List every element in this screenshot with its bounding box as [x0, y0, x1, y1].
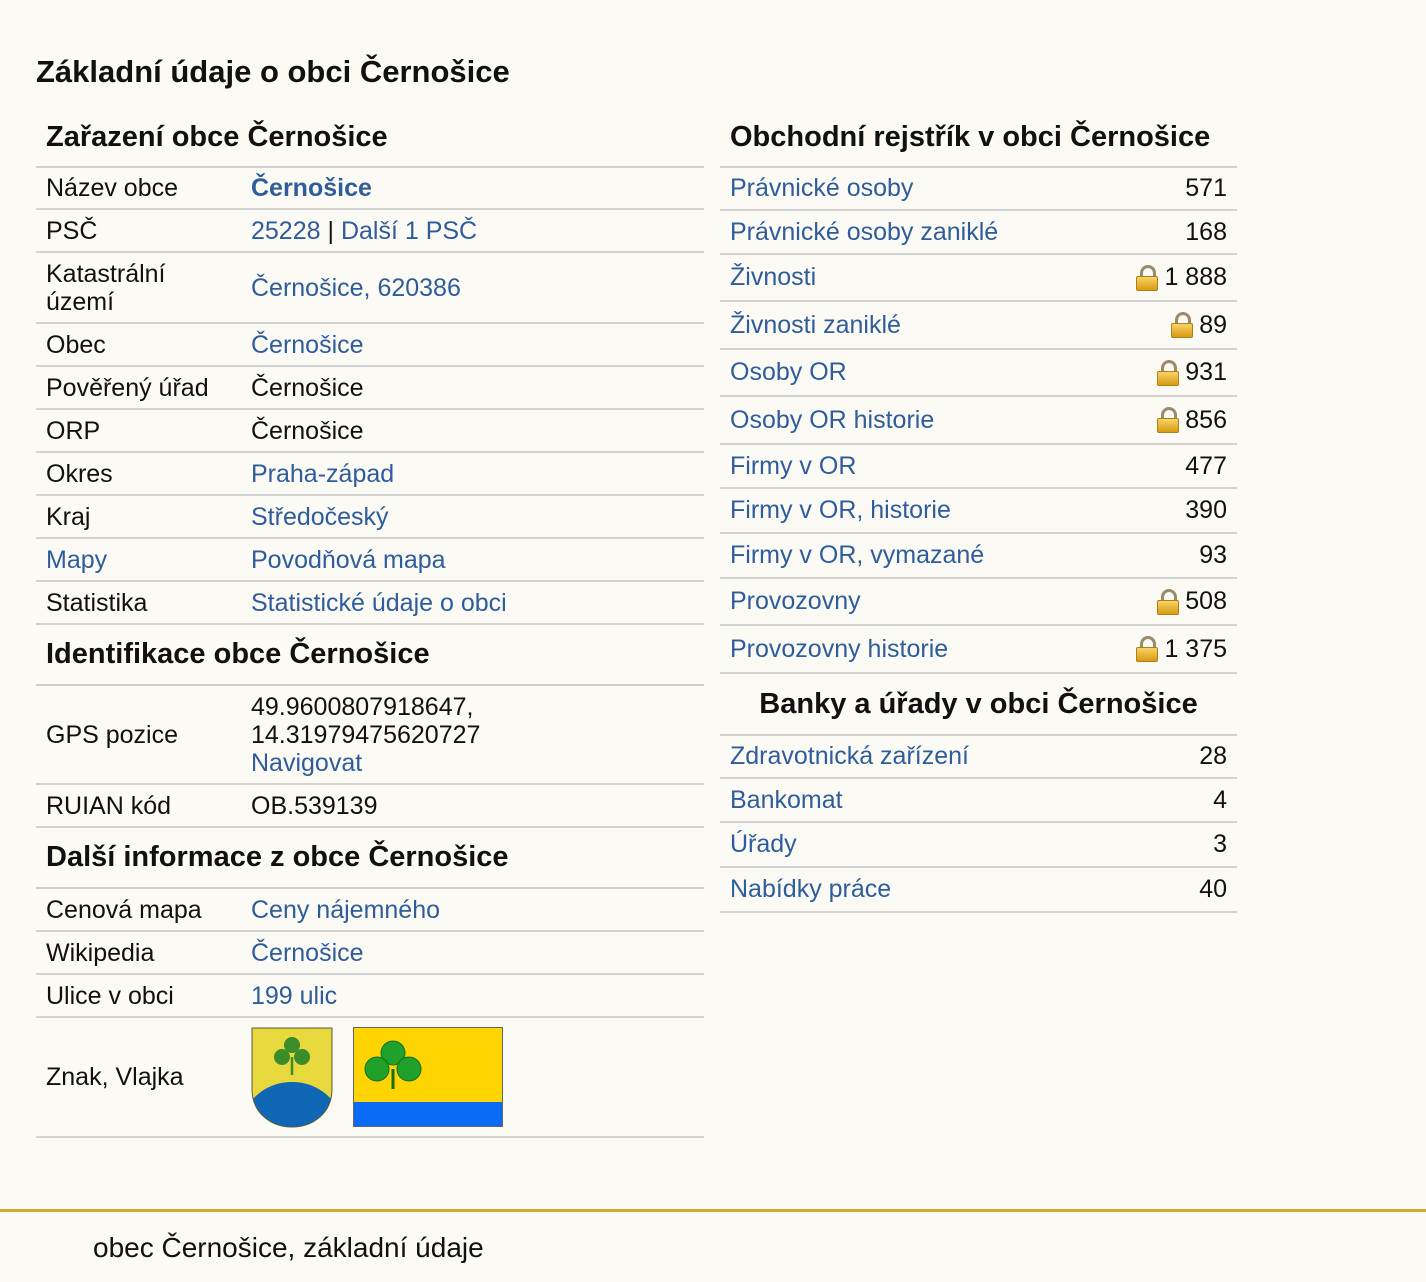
rejstrik-row: [720, 350, 1237, 397]
rejstrik-item-link[interactable]: Živnosti: [730, 263, 817, 291]
orp-value: Černošice: [251, 416, 364, 445]
rejstrik-row: [720, 211, 1237, 255]
urad-value: Černošice: [251, 373, 364, 402]
row-povereny-urad: [36, 367, 704, 410]
row-label: Název obce: [46, 174, 179, 202]
rejstrik-row: [720, 579, 1237, 626]
rejstrik-count-cell: [1171, 311, 1227, 340]
rejstrik-count: 856: [1185, 405, 1227, 434]
row-znak-vlajka: [36, 1018, 704, 1138]
streets-link[interactable]: 199 ulic: [251, 981, 338, 1010]
navigate-link[interactable]: Navigovat: [251, 748, 363, 777]
rejstrik-count-cell: [1136, 263, 1227, 292]
rejstrik-item-link[interactable]: Živnosti zaniklé: [730, 310, 901, 339]
row-label: Cenová mapa: [46, 895, 202, 924]
row-psc: [36, 210, 704, 253]
row-label: GPS pozice: [46, 720, 179, 749]
rejstrik-item-link[interactable]: Firmy v OR, vymazané: [730, 541, 985, 569]
rejstrik-count: 1 375: [1164, 634, 1227, 663]
rejstrik-count: 1 888: [1164, 263, 1227, 291]
banky-row: [720, 779, 1237, 823]
rejstrik-row: [720, 626, 1237, 674]
row-label: PSČ: [46, 216, 98, 245]
ruian-value: OB.539139: [251, 791, 378, 820]
banky-row: [720, 736, 1237, 779]
row-label: Pověřený úřad: [46, 373, 209, 402]
rejstrik-count: 477: [1185, 451, 1227, 480]
kraj-link[interactable]: Středočeský: [251, 502, 389, 531]
rejstrik-count: 508: [1185, 587, 1227, 615]
identifikace-title: Identifikace obce Černošice: [46, 638, 430, 670]
row-obec: [36, 324, 704, 367]
rejstrik-title: Obchodní rejstřík v obci Černošice: [730, 120, 1211, 153]
row-katastr: [36, 253, 704, 324]
rejstrik-count-cell: [1136, 635, 1227, 664]
rejstrik-item-link[interactable]: Právnické osoby: [730, 174, 914, 202]
row-label: Kraj: [46, 502, 91, 531]
rejstrik-item-link[interactable]: Právnické osoby zaniklé: [730, 217, 999, 246]
row-mapy: [36, 539, 704, 582]
footer-text: obec Černošice, základní údaje: [93, 1232, 484, 1263]
rejstrik-count: 168: [1185, 217, 1227, 246]
psc-separator: |: [327, 216, 334, 245]
right-column: [720, 108, 1237, 913]
row-wikipedia: [36, 932, 704, 975]
row-ruian: [36, 785, 704, 828]
rent-prices-link[interactable]: Ceny nájemného: [251, 895, 441, 924]
row-okres: [36, 453, 704, 496]
wikipedia-link[interactable]: Černošice: [251, 938, 364, 967]
rejstrik-count: 390: [1185, 496, 1227, 524]
gps-longitude: 14.31979475620727: [251, 720, 481, 749]
row-ulice: [36, 975, 704, 1018]
row-label: Obec: [46, 330, 106, 359]
katastr-link[interactable]: Černošice, 620386: [251, 273, 461, 302]
lock-icon: [1157, 407, 1179, 433]
rejstrik-row: [720, 397, 1237, 445]
rejstrik-count-cell: [1185, 174, 1227, 203]
dalsi-title: Další informace z obce Černošice: [46, 841, 509, 873]
row-statistika: [36, 582, 704, 625]
row-gps: [36, 686, 704, 785]
rejstrik-item-link[interactable]: Provozovny: [730, 587, 861, 615]
rejstrik-count: 93: [1199, 541, 1227, 569]
rejstrik-item-link[interactable]: Provozovny historie: [730, 634, 949, 663]
rejstrik-count-cell: [1157, 406, 1227, 435]
lock-icon: [1157, 360, 1179, 386]
banky-row: [720, 868, 1237, 913]
rejstrik-row: [720, 534, 1237, 579]
lock-icon: [1157, 589, 1179, 615]
rejstrik-row: [720, 489, 1237, 534]
okres-link[interactable]: Praha-západ: [251, 459, 395, 488]
rejstrik-count: 571: [1185, 174, 1227, 202]
banky-count: 40: [1199, 875, 1227, 903]
rejstrik-count-cell: [1199, 541, 1227, 570]
row-cenova-mapa: [36, 889, 704, 932]
rejstrik-count-cell: [1185, 218, 1227, 247]
banky-title: Banky a úřady v obci Černošice: [759, 687, 1198, 720]
flag-image[interactable]: [353, 1027, 503, 1127]
lock-icon: [1171, 312, 1193, 338]
statistics-link[interactable]: Statistické údaje o obci: [251, 588, 507, 617]
rejstrik-count: 89: [1199, 310, 1227, 339]
obec-link[interactable]: Černošice: [251, 330, 364, 359]
rejstrik-count-cell: [1157, 587, 1227, 616]
obec-name-link[interactable]: Černošice: [251, 174, 372, 202]
mapy-link[interactable]: Mapy: [46, 545, 108, 574]
footer-divider: [0, 1209, 1426, 1212]
banky-item-link[interactable]: Nabídky práce: [730, 875, 892, 903]
coat-of-arms-image[interactable]: [251, 1027, 333, 1128]
banky-item-link[interactable]: Úřady: [730, 830, 797, 858]
banky-count: 3: [1213, 830, 1227, 858]
left-column: [36, 108, 704, 1138]
rejstrik-row: [720, 255, 1237, 302]
rejstrik-count-cell: [1185, 496, 1227, 525]
rejstrik-list: [720, 168, 1237, 674]
rejstrik-item-link[interactable]: Osoby OR: [730, 358, 847, 386]
rejstrik-count-cell: [1185, 452, 1227, 481]
row-label: ORP: [46, 416, 101, 445]
banky-count: 28: [1199, 742, 1227, 770]
banky-item-link[interactable]: Zdravotnická zařízení: [730, 742, 969, 770]
banky-item-link[interactable]: Bankomat: [730, 785, 843, 814]
page-title: Základní údaje o obci Černošice: [36, 54, 510, 89]
row-label: Katastrální území: [46, 259, 166, 316]
row-label: Znak, Vlajka: [46, 1063, 184, 1091]
flood-map-link[interactable]: Povodňová mapa: [251, 545, 446, 574]
row-label: Ulice v obci: [46, 981, 174, 1010]
row-label: Statistika: [46, 588, 148, 617]
banky-list: [720, 736, 1237, 913]
more-psc-link[interactable]: Další 1 PSČ: [340, 216, 478, 245]
row-label: Wikipedia: [46, 938, 155, 967]
row-orp: [36, 410, 704, 453]
rejstrik-item-link[interactable]: Firmy v OR: [730, 451, 857, 480]
zarazeni-title: Zařazení obce Černošice: [46, 120, 388, 153]
row-label: RUIAN kód: [46, 791, 172, 820]
rejstrik-count-cell: [1157, 358, 1227, 387]
lock-icon: [1136, 636, 1158, 662]
gps-latitude: 49.9600807918647,: [251, 692, 474, 721]
rejstrik-row: [720, 302, 1237, 350]
lock-icon: [1136, 265, 1158, 291]
rejstrik-item-link[interactable]: Osoby OR historie: [730, 405, 935, 434]
banky-count: 4: [1213, 785, 1227, 814]
rejstrik-item-link[interactable]: Firmy v OR, historie: [730, 496, 951, 524]
row-nazev-obce: [36, 168, 704, 210]
rejstrik-row: [720, 168, 1237, 211]
banky-row: [720, 823, 1237, 868]
psc-link[interactable]: 25228: [251, 216, 321, 245]
row-kraj: [36, 496, 704, 539]
rejstrik-count: 931: [1185, 358, 1227, 386]
rejstrik-row: [720, 445, 1237, 489]
row-label: Okres: [46, 459, 113, 488]
